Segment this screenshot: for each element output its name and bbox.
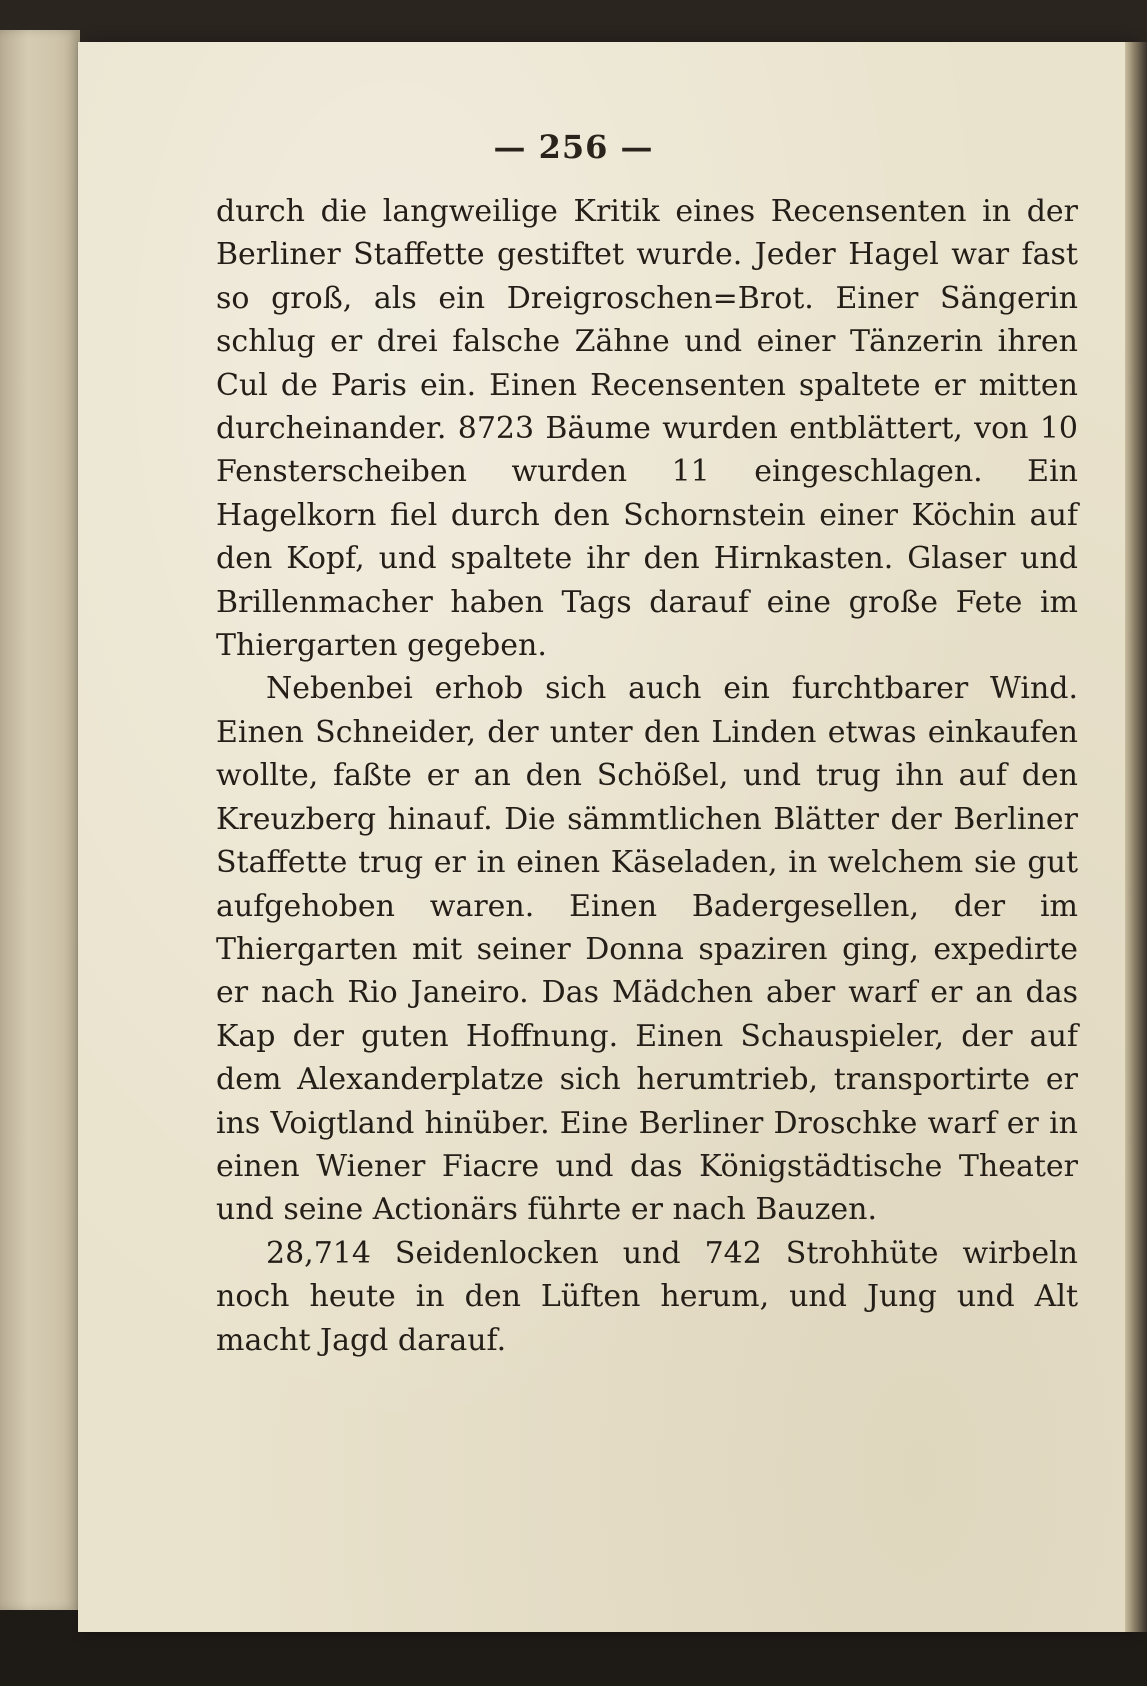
paragraph-3: 28,714 Seidenlocken und 742 Strohhüte wirbeln noch heute in den Lüften herum, und Jung und Alt macht Jagd darauf.: [216, 1235, 1078, 1358]
book-spine: [0, 30, 80, 1610]
paragraph-2: Nebenbei erhob sich auch ein furchtbarer Wind. Einen Schneider, der unter den Linden etwas einkaufen wollte, faßte er an den Schößel, und trug ihn auf den Kreuzberg hinauf. Die sämmtlichen Blätter der Berliner Staffette trug er in einen Käseladen, in welchem sie gut aufgehoben waren. Einen Badergesellen, der im Thiergarten mit seiner Donna spaziren ging, expedirte er nach Rio Janeiro. Das Mädchen aber warf er an das Kap der guten Hoffnung. Einen Schauspieler, der auf dem Alexanderplatze sich herumtrieb, transportirte er ins Voigtland hinüber. Eine Berliner Droschke warf er in einen Wiener Fiacre und das Königstädtische Theater und seine Actionärs führte er nach Bauzen.: [216, 671, 1078, 1228]
page-number: — 256 —: [493, 128, 654, 166]
paragraph-1: durch die langweilige Kritik eines Recensenten in der Berliner Staffette gestiftet wurde. Jeder Hagel war fast so groß, als ein Dreigroschen=Brot. Einer Sängerin schlug er drei falsche Zähne und einer Tänzerin ihren Cul de Paris ein. Einen Recensenten spaltete er mitten durcheinander. 8723 Bäume wurden entblättert, von 10 Fensterscheiben wurden 11 eingeschlagen. Ein Hagelkorn fiel durch den Schornstein einer Köchin auf den Kopf, und spaltete ihr den Hirnkasten. Glaser und Brillenmacher haben Tags darauf eine große Fete im Thiergarten gegeben.: [216, 194, 1078, 664]
page-edge: [1125, 42, 1147, 1632]
body-text: [216, 190, 1078, 1362]
